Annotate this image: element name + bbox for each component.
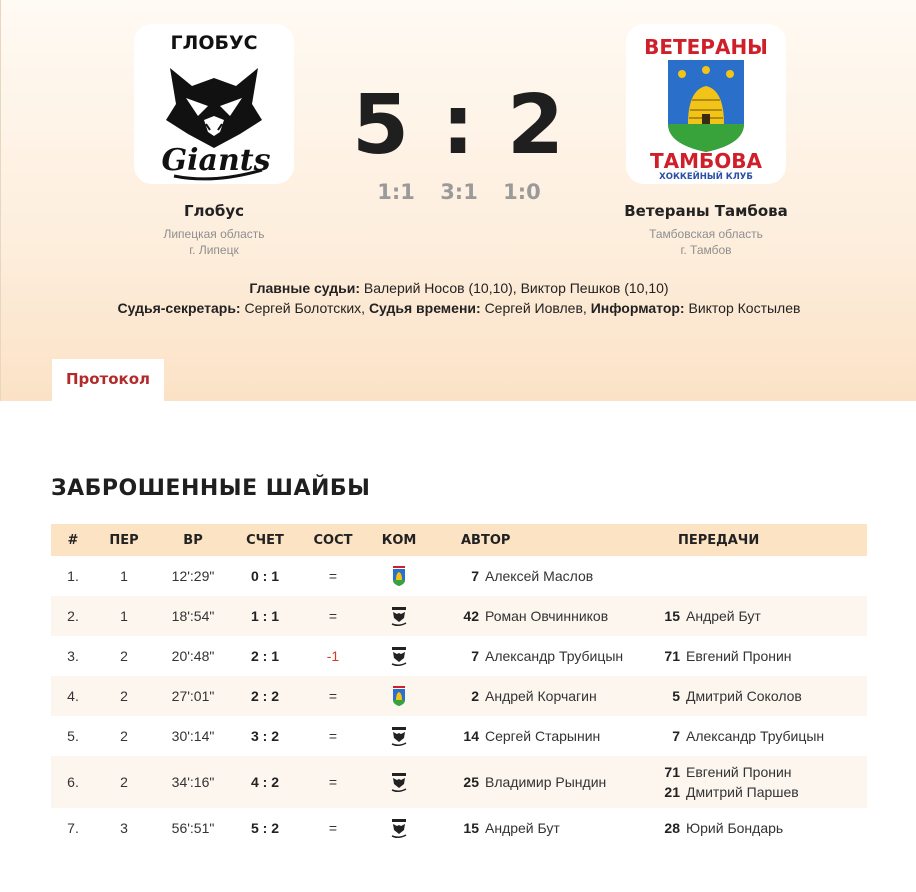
assist-player-name: Александр Трубицын bbox=[686, 728, 825, 744]
assist-player-name: Дмитрий Паршев bbox=[686, 784, 799, 800]
informer-label: Информатор: bbox=[590, 300, 685, 316]
goal-author-number: 2 bbox=[471, 688, 479, 704]
goal-author-cell bbox=[429, 818, 646, 838]
home-team-mini-logo-icon bbox=[390, 725, 408, 747]
assists-list bbox=[652, 726, 867, 746]
assist-player[interactable] bbox=[652, 782, 867, 802]
column-header-state: СОСТ bbox=[313, 532, 353, 548]
assist-player-number: 7 bbox=[672, 728, 680, 744]
goal-author-name: Андрей Бут bbox=[485, 820, 560, 836]
secretary-value: Сергей Болотских, bbox=[244, 300, 366, 316]
goal-team[interactable] bbox=[369, 605, 429, 627]
goal-state: = bbox=[328, 774, 338, 790]
goals-section-title: ЗАБРОШЕННЫЕ ШАЙБЫ bbox=[51, 476, 371, 501]
goal-assists-cell bbox=[646, 606, 867, 626]
column-header-author: АВТОР bbox=[461, 532, 511, 548]
home-team-region: Липецкая область bbox=[163, 227, 265, 241]
goal-author-cell bbox=[429, 606, 646, 626]
goal-author-cell bbox=[429, 566, 646, 586]
assist-player[interactable] bbox=[652, 762, 867, 782]
secretary-label: Судья-секретарь: bbox=[117, 300, 241, 316]
goals-table-header bbox=[51, 524, 867, 556]
assist-player-number: 15 bbox=[664, 608, 680, 624]
goal-team[interactable] bbox=[369, 771, 429, 793]
goal-team[interactable] bbox=[369, 685, 429, 707]
goal-assists-cell bbox=[646, 686, 867, 706]
match-header bbox=[0, 0, 916, 401]
assists-list bbox=[652, 606, 867, 626]
goal-time: 20':48" bbox=[171, 648, 215, 664]
period-scores bbox=[331, 180, 587, 204]
away-logo-top: ВЕТЕРАНЫ bbox=[644, 35, 768, 59]
goal-state: -1 bbox=[326, 648, 340, 664]
goal-assists-cell bbox=[646, 646, 867, 666]
goal-score: 0 : 1 bbox=[250, 568, 279, 584]
goal-author-number: 7 bbox=[471, 568, 479, 584]
assist-player[interactable] bbox=[652, 606, 867, 626]
goal-state: = bbox=[328, 568, 338, 584]
goal-author-cell bbox=[429, 726, 646, 746]
goal-period: 2 bbox=[120, 688, 128, 704]
goal-team[interactable] bbox=[369, 817, 429, 839]
goal-time: 30':14" bbox=[171, 728, 215, 744]
goal-author[interactable] bbox=[451, 686, 646, 706]
away-team-region: Тамбовская область bbox=[649, 227, 763, 241]
goal-author[interactable] bbox=[451, 646, 646, 666]
goal-author-name: Роман Овчинников bbox=[485, 608, 609, 624]
goal-score: 2 : 2 bbox=[250, 688, 279, 704]
goal-author-name: Александр Трубицын bbox=[485, 648, 624, 664]
home-team-mini-logo-icon bbox=[390, 645, 408, 667]
goal-score: 1 : 1 bbox=[250, 608, 279, 624]
assists-list bbox=[652, 686, 867, 706]
period-score: 1:1 bbox=[377, 180, 415, 204]
main-referees bbox=[1, 280, 916, 296]
main-referees-label: Главные судьи: bbox=[249, 280, 360, 296]
away-logo-caption: ХОККЕЙНЫЙ КЛУБ bbox=[659, 172, 753, 182]
home-team-logo[interactable] bbox=[134, 24, 294, 184]
goal-time: 56':51" bbox=[171, 820, 215, 836]
goal-state: = bbox=[328, 728, 338, 744]
column-header-assists: ПЕРЕДАЧИ bbox=[678, 532, 760, 548]
goal-author[interactable] bbox=[451, 772, 646, 792]
goal-period: 2 bbox=[120, 648, 128, 664]
goal-author[interactable] bbox=[451, 606, 646, 626]
column-header-score: СЧЕТ bbox=[246, 532, 284, 548]
assist-player[interactable] bbox=[652, 818, 867, 838]
home-logo-script: Giants bbox=[161, 143, 271, 178]
assist-player-name: Андрей Бут bbox=[686, 608, 761, 624]
home-team-city: г. Липецк bbox=[189, 243, 239, 257]
column-header-number: # bbox=[67, 532, 79, 548]
goal-number: 5. bbox=[67, 728, 79, 744]
goal-assists-cell bbox=[646, 818, 867, 838]
home-team-mini-logo-icon bbox=[390, 605, 408, 627]
away-team-mini-logo-icon bbox=[390, 685, 408, 707]
period-score: 1:0 bbox=[503, 180, 541, 204]
goals-table-body bbox=[51, 556, 867, 848]
away-team-city: г. Тамбов bbox=[680, 243, 732, 257]
assists-list bbox=[652, 818, 867, 838]
goal-author-number: 14 bbox=[463, 728, 479, 744]
goal-time: 34':16" bbox=[171, 774, 215, 790]
goal-period: 3 bbox=[120, 820, 128, 836]
goal-row bbox=[51, 676, 867, 716]
goal-author-number: 15 bbox=[463, 820, 479, 836]
away-logo-bottom: ТАМБОВА bbox=[650, 149, 762, 173]
goal-team[interactable] bbox=[369, 725, 429, 747]
goal-period: 1 bbox=[120, 568, 128, 584]
assist-player-name: Дмитрий Соколов bbox=[686, 688, 802, 704]
goal-period: 2 bbox=[120, 774, 128, 790]
assist-player-number: 5 bbox=[672, 688, 680, 704]
away-team-name[interactable]: Ветераны Тамбова bbox=[624, 202, 788, 220]
goal-time: 12':29" bbox=[171, 568, 215, 584]
goal-row bbox=[51, 556, 867, 596]
goal-author-cell bbox=[429, 686, 646, 706]
goal-assists-cell bbox=[646, 762, 867, 802]
goal-number: 2. bbox=[67, 608, 79, 624]
goal-state: = bbox=[328, 688, 338, 704]
assist-player-number: 28 bbox=[664, 820, 680, 836]
assist-player-number: 21 bbox=[664, 784, 680, 800]
goal-team[interactable] bbox=[369, 645, 429, 667]
column-header-time: ВР bbox=[183, 532, 203, 548]
column-header-period: ПЕР bbox=[109, 532, 139, 548]
assist-player-name: Евгений Пронин bbox=[686, 648, 792, 664]
tab-protocol[interactable]: Протокол bbox=[52, 359, 164, 401]
goal-assists-cell bbox=[646, 726, 867, 746]
goal-row bbox=[51, 596, 867, 636]
goal-author-name: Алексей Маслов bbox=[485, 568, 594, 584]
assists-list bbox=[652, 762, 867, 802]
goal-row bbox=[51, 756, 867, 808]
assists-list bbox=[652, 646, 867, 666]
goal-time: 27':01" bbox=[171, 688, 215, 704]
home-team-mini-logo-icon bbox=[390, 817, 408, 839]
home-logo-text: ГЛОБУС bbox=[170, 32, 258, 54]
goal-author-number: 42 bbox=[463, 608, 479, 624]
goal-author-name: Владимир Рындин bbox=[485, 774, 607, 790]
assist-player-number: 71 bbox=[664, 764, 680, 780]
raccoon-logo-icon bbox=[134, 24, 294, 184]
home-team-name[interactable]: Глобус bbox=[184, 202, 244, 220]
goal-author-name: Андрей Корчагин bbox=[485, 688, 597, 704]
goal-author-cell bbox=[429, 772, 646, 792]
goal-number: 4. bbox=[67, 688, 79, 704]
goal-score: 4 : 2 bbox=[250, 774, 279, 790]
goal-author[interactable] bbox=[451, 818, 646, 838]
assist-player[interactable] bbox=[652, 726, 867, 746]
goal-number: 3. bbox=[67, 648, 79, 664]
goal-state: = bbox=[328, 608, 338, 624]
goal-number: 7. bbox=[67, 820, 79, 836]
goal-row bbox=[51, 636, 867, 676]
goal-score: 2 : 1 bbox=[250, 648, 279, 664]
goal-author-number: 25 bbox=[463, 774, 479, 790]
away-team-logo[interactable] bbox=[626, 24, 786, 184]
goals-table bbox=[51, 524, 867, 848]
final-score: 5 : 2 bbox=[352, 78, 566, 173]
main-referees-values: Валерий Носов (10,10), Виктор Пешков (10,10) bbox=[363, 280, 669, 296]
goal-author-cell bbox=[429, 646, 646, 666]
assist-player[interactable] bbox=[652, 646, 867, 666]
informer-value: Виктор Костылев bbox=[688, 300, 801, 316]
goal-row bbox=[51, 808, 867, 848]
period-score: 3:1 bbox=[440, 180, 478, 204]
away-team-mini-logo-icon bbox=[390, 565, 408, 587]
goal-time: 18':54" bbox=[171, 608, 215, 624]
timekeeper-value: Сергей Иовлев, bbox=[484, 300, 587, 316]
goal-author-name: Сергей Старынин bbox=[485, 728, 601, 744]
goal-number: 1. bbox=[67, 568, 79, 584]
timekeeper-label: Судья времени: bbox=[368, 300, 481, 316]
goal-author[interactable] bbox=[451, 726, 646, 746]
goal-team[interactable] bbox=[369, 565, 429, 587]
column-header-team: КОМ bbox=[381, 532, 417, 548]
goal-period: 1 bbox=[120, 608, 128, 624]
goal-state: = bbox=[328, 820, 338, 836]
goal-author-number: 7 bbox=[471, 648, 479, 664]
goal-score: 5 : 2 bbox=[250, 820, 279, 836]
assist-player-name: Евгений Пронин bbox=[686, 764, 792, 780]
assist-player-number: 71 bbox=[664, 648, 680, 664]
goal-period: 2 bbox=[120, 728, 128, 744]
goal-score: 3 : 2 bbox=[250, 728, 279, 744]
goal-row bbox=[51, 716, 867, 756]
assist-player-name: Юрий Бондарь bbox=[686, 820, 784, 836]
tambov-crest-icon bbox=[626, 24, 786, 184]
home-team-mini-logo-icon bbox=[390, 771, 408, 793]
goal-author[interactable] bbox=[451, 566, 646, 586]
assist-player[interactable] bbox=[652, 686, 867, 706]
goal-number: 6. bbox=[67, 774, 79, 790]
other-officials bbox=[1, 300, 916, 316]
